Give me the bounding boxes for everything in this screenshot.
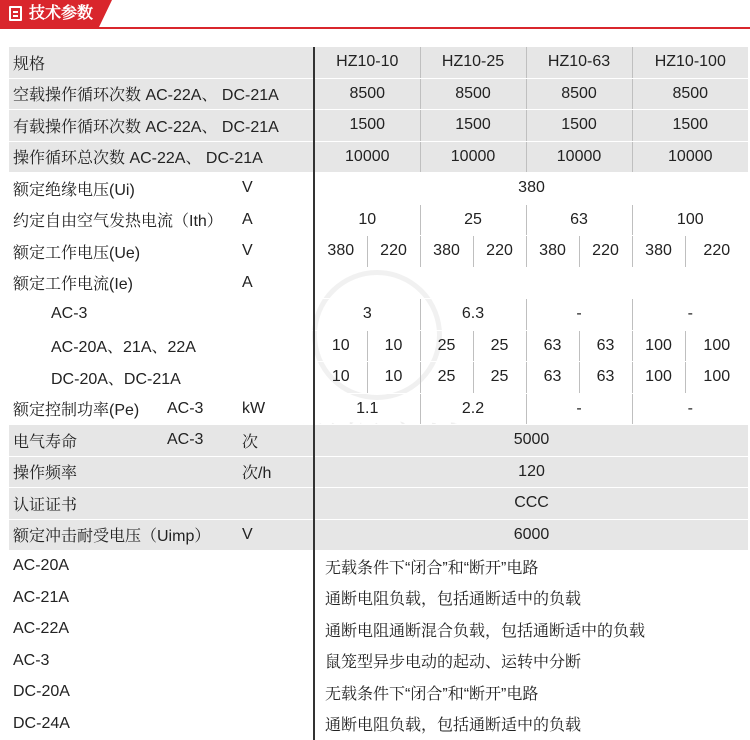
table-row — [9, 708, 748, 740]
table-row — [9, 362, 748, 394]
table-row — [9, 393, 748, 425]
cell-value: 63 — [579, 330, 632, 362]
category-code: AC-20A — [9, 551, 314, 583]
cell-value: 2.2 — [420, 393, 526, 425]
table-row — [9, 236, 748, 268]
table-row — [9, 330, 748, 362]
category-code: DC-20A — [9, 677, 314, 709]
row-label: 空载操作循环次数 AC-22A、 DC-21A — [9, 78, 314, 110]
table-row — [9, 456, 748, 488]
row-label: 额定绝缘电压(Ui) — [9, 173, 242, 205]
table-row — [9, 614, 748, 646]
cell-value: 380 — [314, 173, 748, 205]
table-row — [9, 645, 748, 677]
cell-value: 25 — [473, 330, 526, 362]
cell-value: - — [526, 299, 632, 331]
cell-value: 63 — [526, 204, 632, 236]
cell-value: 10000 — [526, 141, 632, 173]
row-unit: A — [242, 204, 314, 236]
cell-value: 10000 — [420, 141, 526, 173]
row-label: 额定冲击耐受电压（Uimp） — [9, 519, 242, 551]
cell-value: 10000 — [314, 141, 420, 173]
cell-value: - — [632, 393, 748, 425]
category-desc: 通断电阻负载，包括通断适中的负载 — [314, 708, 748, 740]
model-header: HZ10-100 — [632, 47, 748, 78]
row-category: AC-3 — [159, 425, 242, 457]
category-desc: 通断电阻负载，包括通断适中的负载 — [314, 582, 748, 614]
cell-value: 100 — [632, 362, 685, 394]
cell-value: 63 — [526, 330, 579, 362]
cell-value: - — [526, 393, 632, 425]
cell-value: 380 — [632, 236, 685, 268]
row-label: 有载操作循环次数 AC-22A、 DC-21A — [9, 110, 314, 142]
cell-value: 220 — [473, 236, 526, 268]
cell-value: 1500 — [632, 110, 748, 142]
table-row — [9, 78, 748, 110]
cell-value: 8500 — [526, 78, 632, 110]
model-header: HZ10-10 — [314, 47, 420, 78]
cell-value: 25 — [420, 362, 473, 394]
cell-value: 63 — [579, 362, 632, 394]
category-desc: 鼠笼型异步电动的起动、运转中分断 — [314, 645, 748, 677]
table-row — [9, 173, 748, 205]
cell-value: 100 — [632, 330, 685, 362]
table-row — [9, 488, 748, 520]
category-desc: 通断电阻通断混合负载，包括通断适中的负载 — [314, 614, 748, 646]
cell-value: 8500 — [632, 78, 748, 110]
row-label: 额定工作电流(Ie) — [9, 267, 242, 299]
table-row — [9, 299, 748, 331]
category-code: DC-24A — [9, 708, 314, 740]
cell-value: 10 — [314, 204, 420, 236]
document-list-icon — [9, 6, 22, 21]
row-label: 额定工作电压(Ue) — [9, 236, 242, 268]
model-header: HZ10-63 — [526, 47, 632, 78]
row-label: 规格 — [9, 47, 314, 78]
cell-value: 10000 — [632, 141, 748, 173]
row-label: 额定控制功率(Pe) — [9, 393, 159, 425]
table-row — [9, 582, 748, 614]
row-label: 电气寿命 — [9, 425, 159, 457]
cell-value: 1500 — [420, 110, 526, 142]
cell-value: 5000 — [314, 425, 748, 457]
cell-value: 1500 — [314, 110, 420, 142]
category-code: AC-3 — [9, 645, 314, 677]
cell-value: 380 — [420, 236, 473, 268]
row-unit: V — [242, 173, 314, 205]
row-unit: V — [242, 519, 314, 551]
row-unit: 次/h — [242, 456, 314, 488]
row-label: DC-20A、DC-21A — [9, 362, 314, 394]
table-row — [9, 677, 748, 709]
cell-value: 120 — [314, 456, 748, 488]
cell-value: 10 — [314, 330, 367, 362]
cell-value: 220 — [685, 236, 748, 268]
section-header — [0, 0, 750, 30]
cell-value: 380 — [526, 236, 579, 268]
cell-value: 380 — [314, 236, 367, 268]
cell-value: 1500 — [526, 110, 632, 142]
cell-value: 10 — [367, 362, 420, 394]
row-unit: 次 — [242, 425, 314, 457]
section-title: 技术参数 — [29, 5, 94, 22]
cell-value: 100 — [632, 204, 748, 236]
row-label: 操作循环总次数 AC-22A、 DC-21A — [9, 141, 314, 173]
cell-value: 8500 — [420, 78, 526, 110]
cell-value: 1.1 — [314, 393, 420, 425]
row-unit: A — [242, 267, 314, 299]
table-row — [9, 47, 748, 78]
cell-value: 8500 — [314, 78, 420, 110]
spec-table — [9, 47, 748, 740]
table-row — [9, 551, 748, 583]
table-row — [9, 204, 748, 236]
row-label: 约定自由空气发热电流（Ith） — [9, 204, 242, 236]
cell-value: 3 — [314, 299, 420, 331]
table-row — [9, 110, 748, 142]
cell-value: 25 — [420, 330, 473, 362]
table-row — [9, 267, 748, 299]
cell-value: 220 — [579, 236, 632, 268]
row-label: 操作频率 — [9, 456, 242, 488]
cell-value: 25 — [473, 362, 526, 394]
cell-value: 10 — [314, 362, 367, 394]
cell-value: 6.3 — [420, 299, 526, 331]
row-label: AC-3 — [9, 299, 314, 331]
cell-value: CCC — [314, 488, 748, 520]
table-row — [9, 425, 748, 457]
category-desc: 无载条件下“闭合”和“断开”电路 — [314, 677, 748, 709]
table-row — [9, 519, 748, 551]
cell-value: 100 — [685, 330, 748, 362]
header-underline — [0, 27, 750, 29]
table-row — [9, 141, 748, 173]
row-label: AC-20A、21A、22A — [9, 330, 314, 362]
row-unit: V — [242, 236, 314, 268]
cell-value: - — [632, 299, 748, 331]
model-header: HZ10-25 — [420, 47, 526, 78]
row-unit: kW — [242, 393, 314, 425]
cell-value: 6000 — [314, 519, 748, 551]
cell-value: 220 — [367, 236, 420, 268]
category-code: AC-21A — [9, 582, 314, 614]
row-label: 认证证书 — [9, 488, 314, 520]
cell-value: 25 — [420, 204, 526, 236]
cell-value: 100 — [685, 362, 748, 394]
category-code: AC-22A — [9, 614, 314, 646]
cell-value — [314, 267, 748, 299]
category-desc: 无载条件下“闭合”和“断开”电路 — [314, 551, 748, 583]
cell-value: 63 — [526, 362, 579, 394]
cell-value: 10 — [367, 330, 420, 362]
row-category: AC-3 — [159, 393, 242, 425]
